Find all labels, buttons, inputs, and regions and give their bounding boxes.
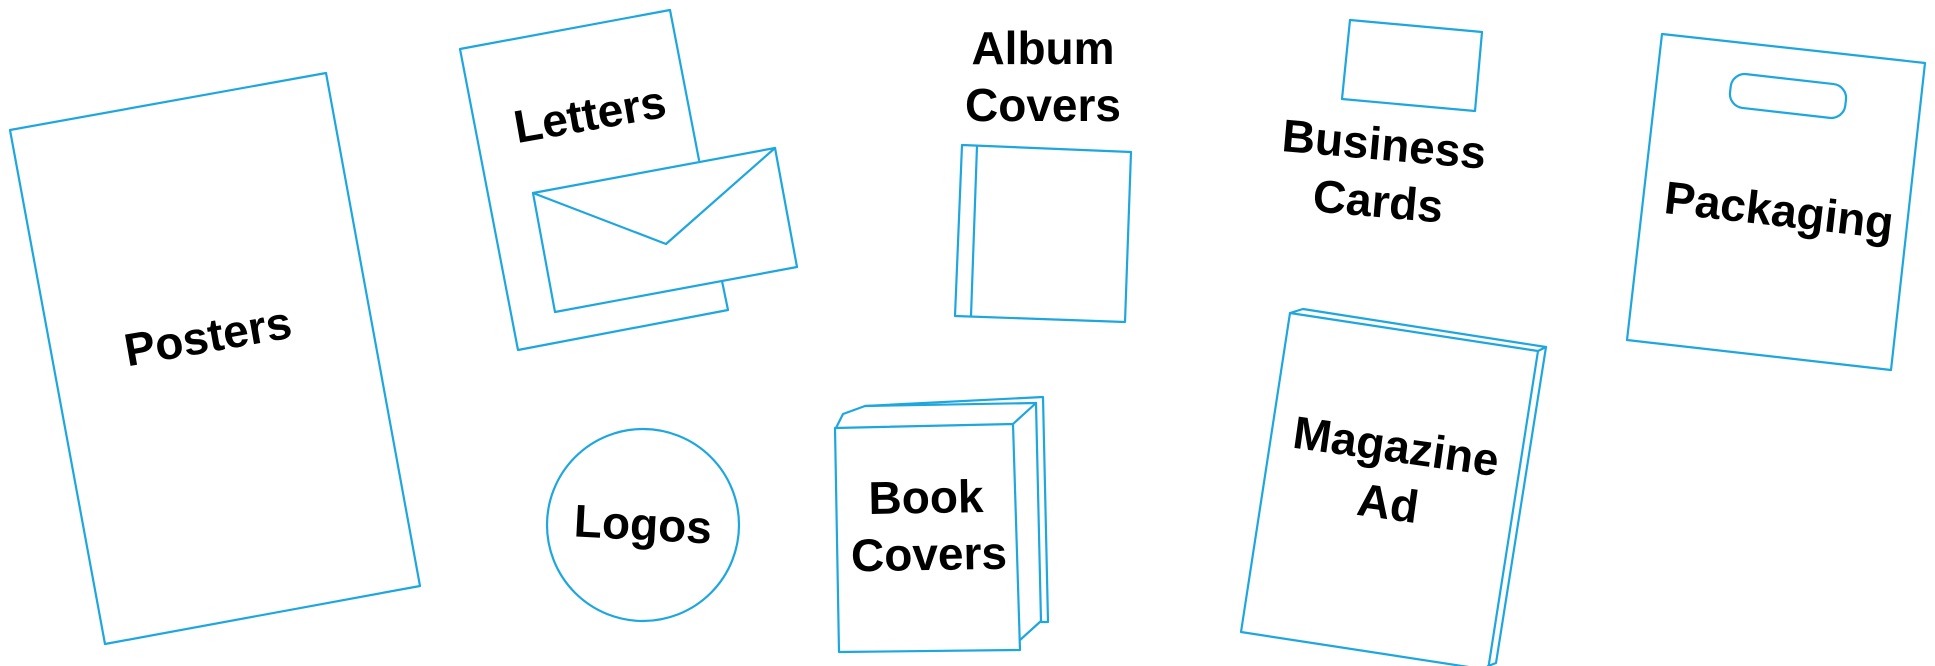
book-page-edge-icon (1036, 403, 1041, 622)
magazine-ad-line2: Ad (1354, 472, 1423, 534)
business-cards-group (1280, 20, 1488, 233)
album-covers-line1: Album (971, 22, 1115, 74)
posters-group (10, 73, 420, 644)
packaging-label: Packaging (1661, 171, 1897, 249)
packaging-group (1627, 34, 1925, 370)
book-spine-top-icon (1013, 403, 1036, 424)
business-cards-line1: Business (1279, 109, 1489, 179)
envelope-icon (533, 148, 797, 312)
envelope-flap-icon (533, 148, 775, 244)
letter-sheet-icon (460, 10, 728, 350)
book-covers-group (835, 397, 1048, 652)
album-covers-line2: Covers (965, 79, 1121, 131)
card-icon (1342, 20, 1482, 111)
book-covers-line2: Covers (850, 526, 1008, 582)
business-cards-line2: Cards (1310, 169, 1446, 233)
album-sleeve-icon (955, 145, 1131, 322)
book-spine-bottom-icon (1020, 621, 1041, 640)
book-covers-line1: Book (868, 470, 984, 524)
album-spine-icon (971, 146, 977, 316)
logos-label: Logos (572, 494, 714, 554)
posters-label: Posters (120, 295, 296, 377)
letters-label: Letters (509, 75, 670, 153)
bag-handle-icon (1728, 73, 1847, 120)
logos-group (547, 429, 739, 621)
letters-group (460, 10, 797, 350)
album-covers-group (955, 22, 1131, 322)
book-top-edge-icon (865, 403, 1036, 406)
magazine-ad-line1: Magazine (1290, 405, 1503, 487)
magazine-ad-group (1241, 309, 1546, 666)
